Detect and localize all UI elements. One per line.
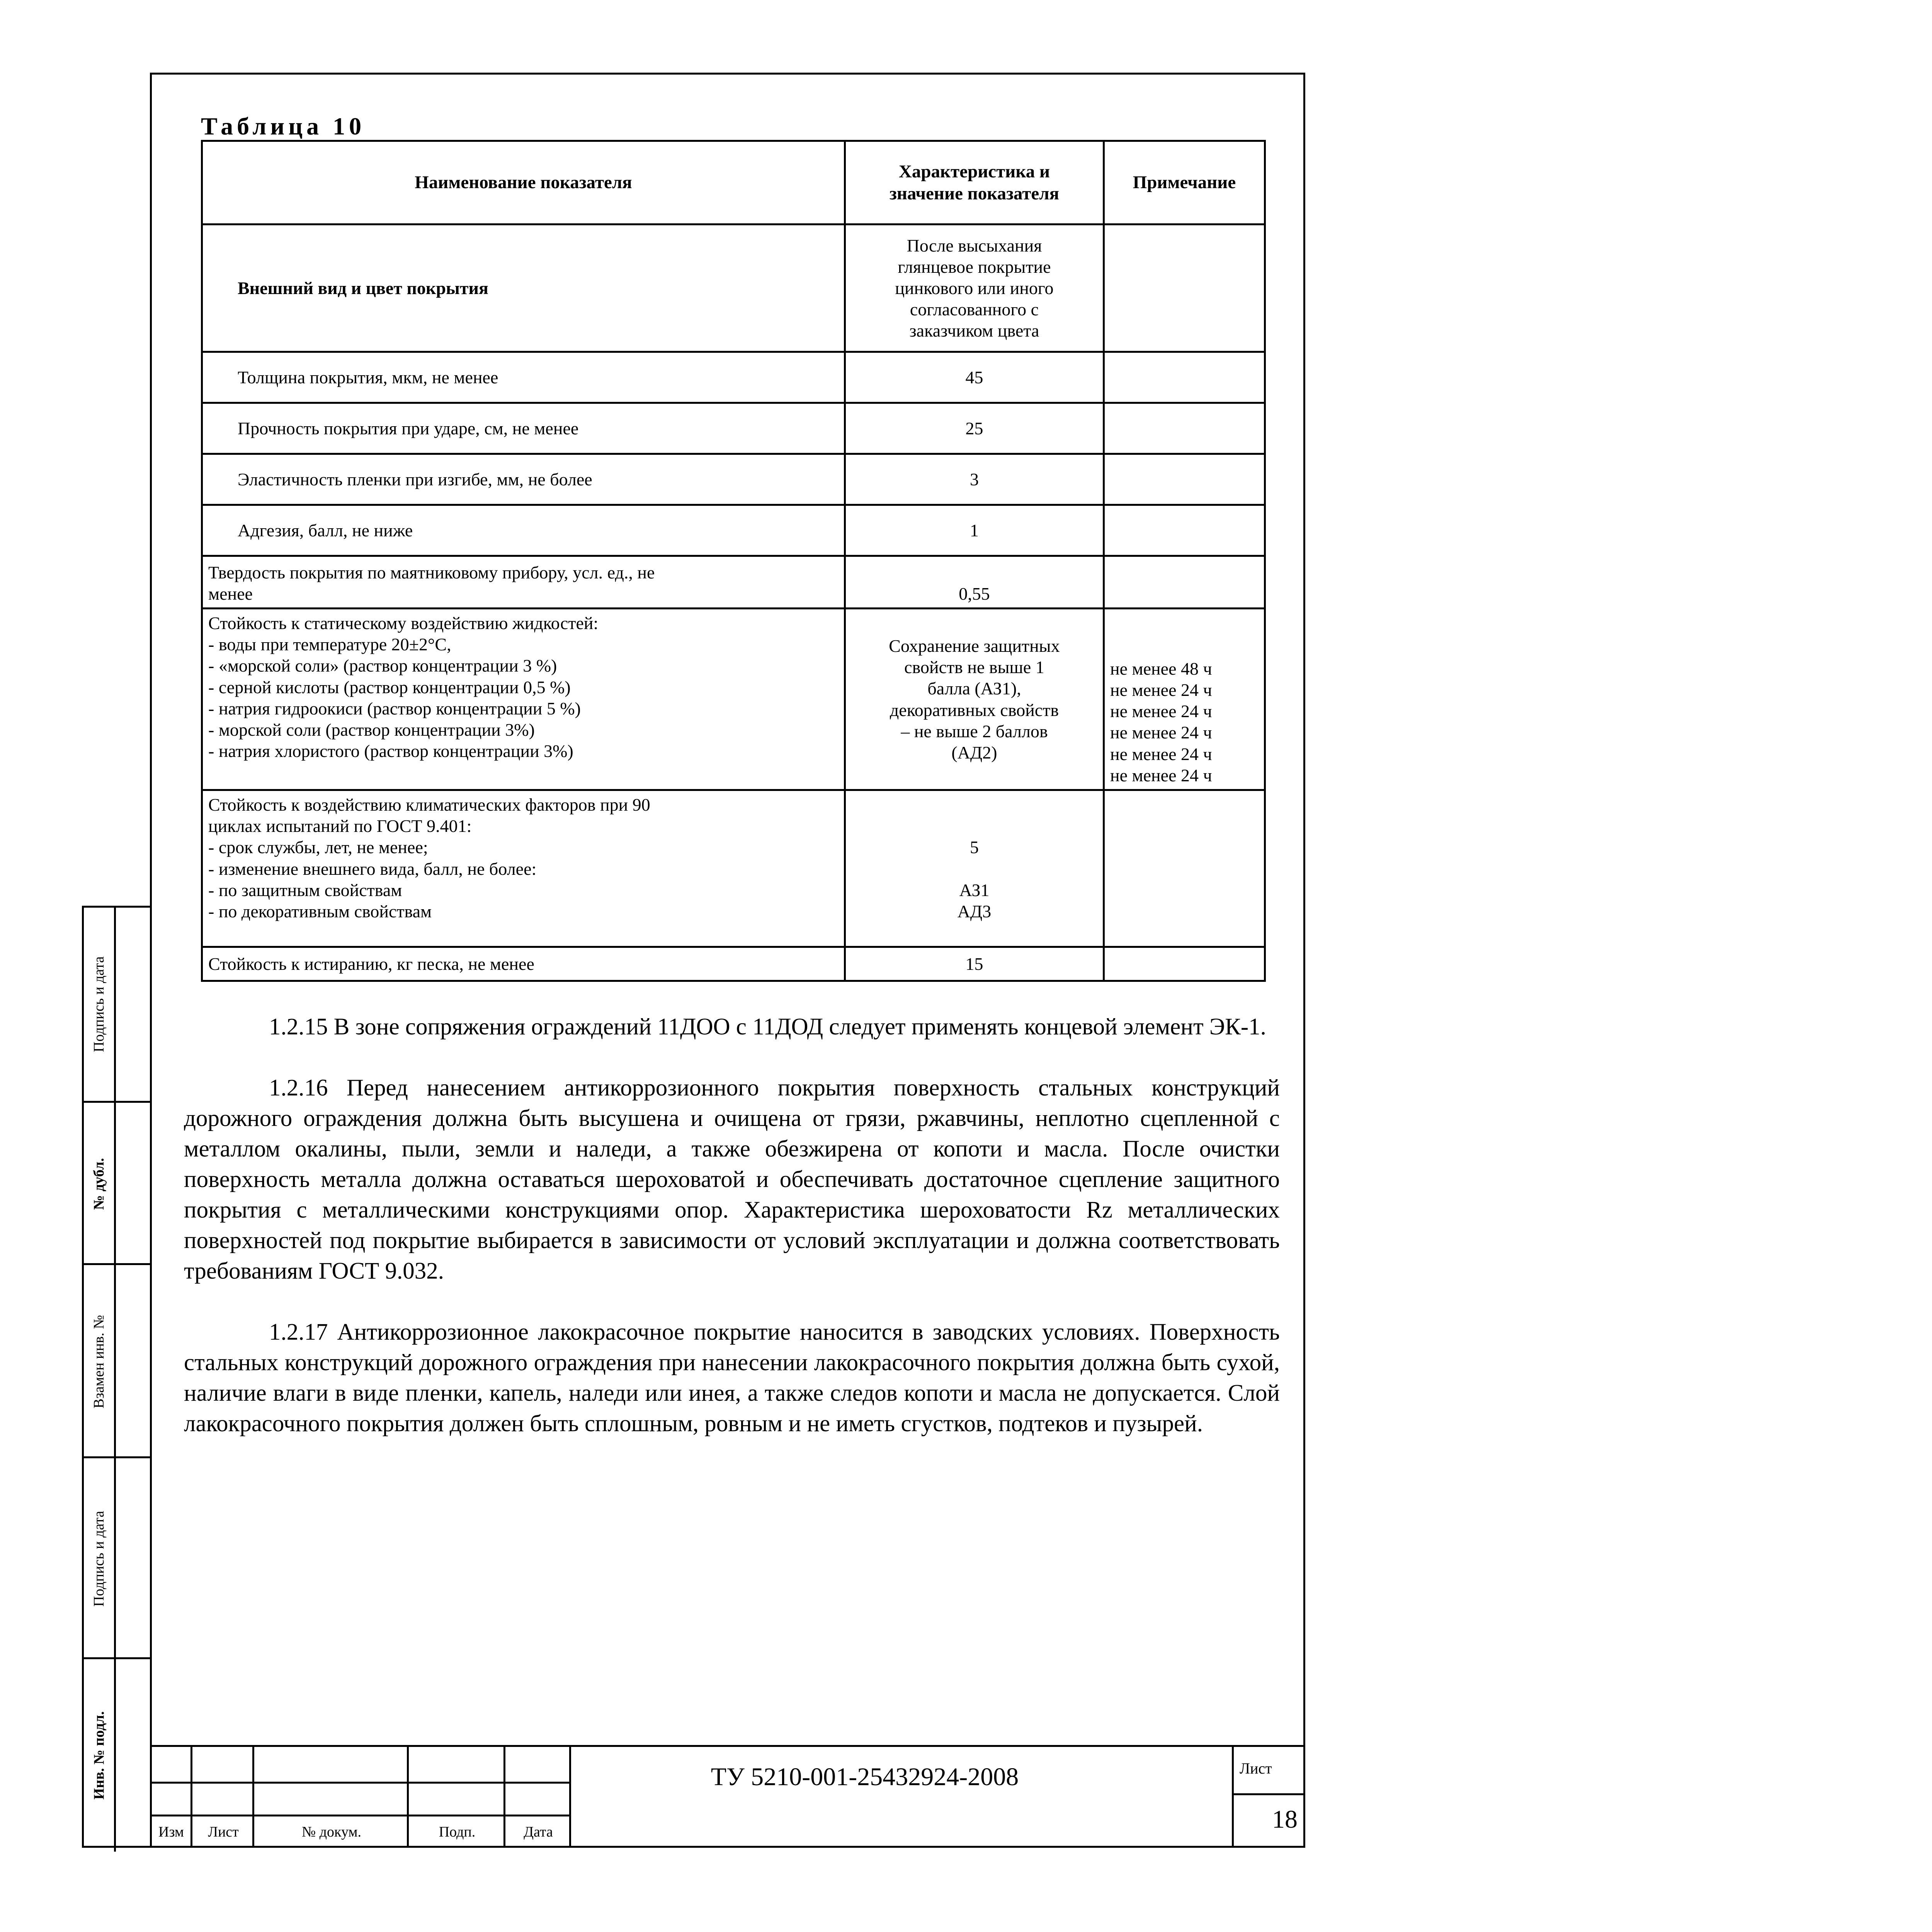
stamp-col-podp: Подп. bbox=[439, 1824, 476, 1840]
row-value: 5 АЗ1 АД3 bbox=[845, 790, 1104, 947]
side-label-dubl: № дубл. bbox=[91, 1158, 107, 1210]
row-name: Адгезия, балл, не ниже bbox=[202, 505, 845, 556]
stamp-col-dokum: № докум. bbox=[301, 1824, 362, 1840]
paragraph-1-2-15: 1.2.15 В зоне сопряжения ограждений 11ДОО с 11ДОД следует применять концевой элемент ЭК-1. bbox=[269, 1014, 1266, 1040]
row-name: Стойкость к воздействию климатических факторов при 90 циклах испытаний по ГОСТ 9.401: - срок службы, лет, не менее; - изменение внешнего вида, балл, не более: - по защитным свойствам - по декоративным свойствам bbox=[202, 790, 845, 947]
table-row bbox=[202, 505, 1265, 556]
row-note bbox=[1104, 556, 1265, 609]
table-row bbox=[202, 609, 1265, 790]
row-name: Эластичность пленки при изгибе, мм, не более bbox=[202, 454, 845, 505]
table-header-row bbox=[202, 141, 1265, 224]
header-note: Примечание bbox=[1104, 141, 1265, 224]
table-row bbox=[202, 403, 1265, 454]
row-value: 15 bbox=[845, 947, 1104, 981]
table-row bbox=[202, 790, 1265, 947]
document-code: ТУ 5210-001-25432924-2008 bbox=[711, 1763, 1019, 1791]
stamp-col-izm: Изм bbox=[158, 1824, 184, 1840]
header-name: Наименование показателя bbox=[202, 141, 845, 224]
row-name: Стойкость к истиранию, кг песка, не менее bbox=[202, 947, 845, 981]
indicators-table bbox=[201, 140, 1266, 982]
side-label-podpis-1: Подпись и дата bbox=[91, 956, 107, 1053]
table-row bbox=[202, 947, 1265, 981]
side-row-vzam bbox=[84, 1263, 151, 1458]
row-note bbox=[1104, 352, 1265, 403]
side-label-podpis-2: Подпись и дата bbox=[91, 1510, 107, 1607]
row-note bbox=[1104, 454, 1265, 505]
table-caption: Таблица 10 bbox=[201, 112, 366, 140]
table-row bbox=[202, 556, 1265, 609]
row-value: 25 bbox=[845, 403, 1104, 454]
row-name: Внешний вид и цвет покрытия bbox=[202, 224, 845, 352]
side-strip bbox=[82, 906, 151, 1848]
row-value: Сохранение защитных свойств не выше 1 балла (АЗ1), декоративных свойств – не выше 2 баллов (АД2) bbox=[845, 609, 1104, 790]
sheet-number: 18 bbox=[1272, 1805, 1298, 1833]
row-note bbox=[1104, 505, 1265, 556]
row-note bbox=[1104, 947, 1265, 981]
row-name: Стойкость к статическому воздействию жидкостей: - воды при температуре 20±2°С, - «морской соли» (раствор концентрации 3 %) - серной кислоты (раствор концентрации 0,5 %) - натрия гидроокиси (раствор концентрации 5 %) - морской соли (раствор концентрации 3%) - натрия хлористого (раствор концентрации 3%) bbox=[202, 609, 845, 790]
row-value: 0,55 bbox=[845, 556, 1104, 609]
row-note bbox=[1104, 403, 1265, 454]
table-row bbox=[202, 224, 1265, 352]
row-value: После высыхания глянцевое покрытие цинкового или иного согласованного с заказчиком цвета bbox=[845, 224, 1104, 352]
row-name: Толщина покрытия, мкм, не менее bbox=[202, 352, 845, 403]
row-value: 1 bbox=[845, 505, 1104, 556]
table-row bbox=[202, 454, 1265, 505]
table-row bbox=[202, 352, 1265, 403]
side-label-inv: Инв. № подл. bbox=[91, 1711, 107, 1800]
row-name: Прочность покрытия при ударе, см, не менее bbox=[202, 403, 845, 454]
paragraph-1-2-16: 1.2.16 Перед нанесением антикоррозионного покрытия поверхность стальных конструкций дорожного ограждения должна быть высушена и очищена от грязи, ржавчины, неплотно сцепленной с металлом окалины, пыли, земли и наледи, а также обезжирена от копоти и масла. После очистки поверхность металла должна оставаться шероховатой и обеспечивать достаточное сцепление защитного покрытия с металлическими конструкциями опор. Характеристика шероховатости Rz металлических поверхностей под покрытие выбирается в зависимости от условий эксплуатации и должна соответствовать требованиям ГОСТ 9.032. bbox=[184, 1075, 1280, 1284]
side-row-dubl bbox=[84, 1101, 151, 1265]
stamp-col-data: Дата bbox=[524, 1824, 553, 1840]
row-value: 45 bbox=[845, 352, 1104, 403]
side-label-vzam: Взамен инв. № bbox=[91, 1315, 107, 1408]
row-value: 3 bbox=[845, 454, 1104, 505]
paragraph-1-2-17: 1.2.17 Антикоррозионное лакокрасочное покрытие наносится в заводских условиях. Поверхность стальных конструкций дорожного ограждения при нанесении лакокрасочного покрытия должна быть сухой, наличие влаги в виде пленки, капель, наледи или инея, а также следов копоти и масла не допускается. Слой лакокрасочного покрытия должен быть сплошным, ровным и не иметь сгустков, подтеков и пузырей. bbox=[184, 1319, 1280, 1437]
row-note bbox=[1104, 224, 1265, 352]
header-value: Характеристика и значение показателя bbox=[845, 141, 1104, 224]
sheet-label: Лист bbox=[1240, 1760, 1272, 1777]
side-row-podpis-1 bbox=[84, 908, 151, 1101]
side-row-podpis-2 bbox=[84, 1456, 151, 1659]
row-note: не менее 48 ч не менее 24 ч не менее 24 ч не менее 24 ч не менее 24 ч не менее 24 ч bbox=[1104, 609, 1265, 790]
row-note bbox=[1104, 790, 1265, 947]
stamp-col-list: Лист bbox=[208, 1824, 239, 1840]
title-block bbox=[150, 1745, 1305, 1848]
row-name: Твердость покрытия по маятниковому прибору, усл. ед., не менее bbox=[202, 556, 845, 609]
side-row-inv bbox=[84, 1657, 151, 1852]
